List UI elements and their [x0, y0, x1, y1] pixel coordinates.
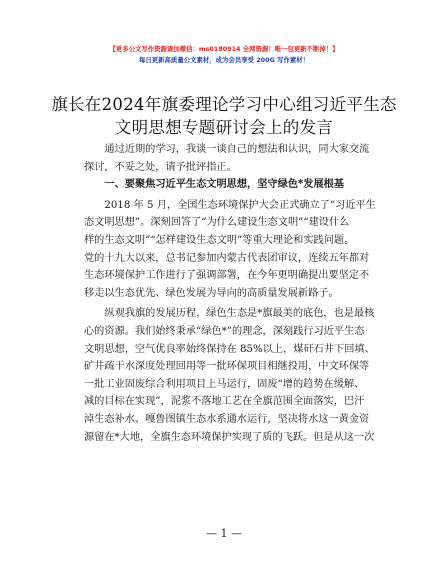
document-body	[84, 141, 396, 446]
body-line: 2018 年 5 月，全国生态环境保护大会正式确立了“习近平生	[104, 199, 376, 211]
promo-line-2: 每日更新高质量公文素材，成为会员享受 200G 写作素材！	[138, 56, 310, 64]
body-line: 文明思想，空气优良率始终保持在 85%以上，煤矸石井下回填、	[84, 343, 375, 355]
body-line: 通过近期的学习，我谈一谈自己的想法和认识，同大家交流	[104, 144, 370, 155]
body-line: 样的生态文明”“怎样建设生态文明”等重大理论和实践问题。	[84, 234, 355, 246]
body-line: 移走以生态优先、绿色发展为导向的高质量发展新路子。	[84, 287, 339, 299]
title-line-2: 文明思想专题研讨会上的发言	[114, 118, 334, 137]
promo-line-1: 【更多公文写作资源请加微信：ms0180914 全网资源！唯一包更新不断掉！】	[109, 45, 339, 53]
promo-banner	[0, 44, 448, 66]
body-line: 源留在*大地，全旗生态环境保护实现了质的飞跃。但是从这一次	[84, 431, 375, 443]
body-line: 一批工业固废综合利用项目上马运行，固废“增的趋势在缓解、	[84, 378, 365, 390]
body-line: 心的资源。我们始终秉承“绿色*”的理念，深刻践行习近平生态	[84, 325, 365, 337]
body-line: 探讨，不妥之处，请予批评指正。	[84, 161, 237, 173]
title-line-1: 旗长在2024年旗委理论学习中心组习近平生态	[51, 95, 397, 114]
body-line: 减的目标在实现”，泥浆不落地工艺在全旗范围全面落实，巴汗	[84, 396, 365, 408]
body-line: 纵观我旗的发展历程，绿色生态是*旗最美的底色，也是最核	[104, 308, 375, 320]
body-line: 淖生态补水、嘎鲁图镇生态水系通水运行，坚决将水这一黄金资	[84, 413, 370, 425]
body-line: 党的十九大以来，总书记参加内蒙古代表团审议，连续五年都对	[84, 252, 370, 264]
body-line: 生态环境保护工作进行了强调部署，在今年更明确提出要坚定不	[84, 270, 370, 282]
section-heading: 一、要聚焦习近平生态文明思想，坚守绿色*发展根基	[104, 179, 345, 191]
page-number: — 1 —	[206, 527, 242, 540]
body-line: 态文明思想”。深刻回答了“为什么建设生态文明”“建设什么	[84, 217, 350, 229]
body-line: 矿井疏干水深度处理回用等一批环保项目相继投用，中文环保等	[84, 361, 370, 373]
document-title	[30, 93, 418, 139]
